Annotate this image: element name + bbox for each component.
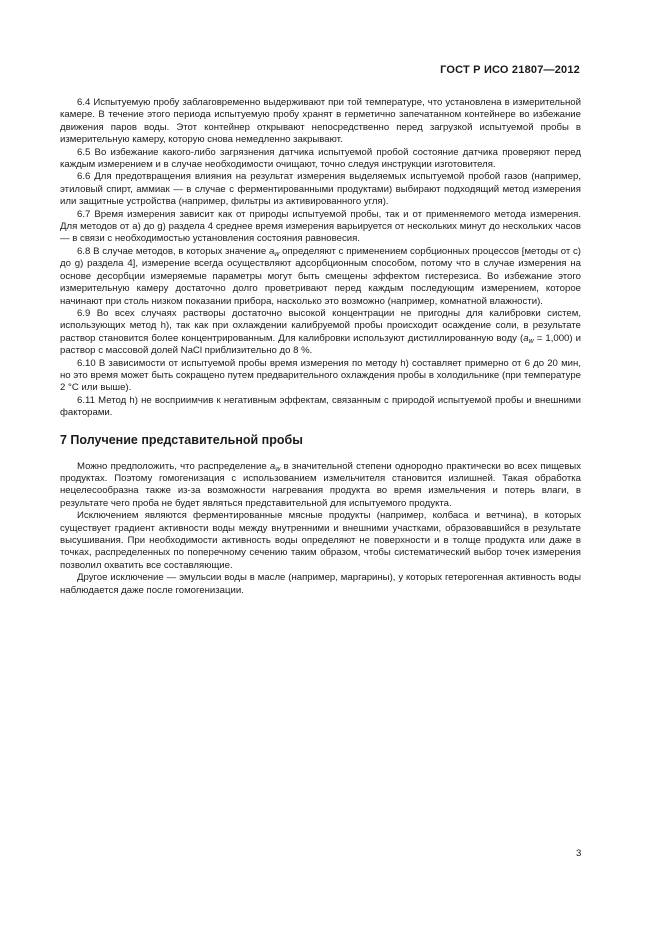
- paragraph-6-9-part1: 6.9 Во всех случаях растворы достаточно высокой концентрации не пригодны для калибровки систем, использующих метод h), так как при охлаждении калибруемой пробы происходит осаждение соли, в результате раствор становится более концентрированным. Для калибровки используют дистиллированную воду (: [60, 307, 581, 344]
- aw-symbol-w: w: [275, 465, 281, 473]
- paragraph-6-11: 6.11 Метод h) не восприимчив к негативным эффектам, связанным с природой испытуемой пробы и внешними факторами.: [60, 394, 581, 419]
- paragraph-6-8-part1: 6.8 В случае методов, в которых значение: [77, 245, 269, 257]
- paragraph-6-9-part2: = 1,000) и раствор с массовой долей NaCl приблизительно до 8 %.: [60, 332, 581, 357]
- section-7-paragraph-3: Другое исключение — эмульсии воды в масле (например, маргарины), у которых гетерогенная активность воды наблюдается даже после гомогенизации.: [60, 572, 581, 596]
- aw-symbol-w: w: [528, 337, 534, 345]
- aw-symbol-a: a: [523, 332, 529, 344]
- paragraph-6-7: 6.7 Время измерения зависит как от природы испытуемой пробы, так и от применяемого метода измерения. Для методов от a) до g) раздела 4 среднее время измерения варьируется от нескольких минут до нескольких часов — в связи с необходимостью установления состояния равновесия.: [60, 208, 581, 245]
- section-7-paragraph-1: [60, 461, 581, 511]
- paragraph-6-5: 6.5 Во избежание какого-либо загрязнения датчика испытуемой пробой состояние датчика проверяют перед каждым измерением и в случае необходимости очищают, точно следуя инструкции изготовителя.: [60, 146, 581, 171]
- paragraph-6-4: 6.4 Испытуемую пробу заблаговременно выдерживают при той температуре, что установлена в измерительной камере. В течение этого периода испытуемую пробу хранят в герметично запечатанном контейнере во избежание движения паров воды. Этот контейнер открывают непосредственно перед загрузкой испытуемой пробы в измерительную камеру, которую снова немедленно закрывают.: [60, 97, 581, 146]
- page-content: [60, 97, 581, 597]
- section-7-paragraph-2: Исключением являются ферментированные мясные продукты (например, колбаса и ветчина), в которых существует градиент активности воды между внутренними и внешними участками, образовавшийся в результате высушивания. При необходимости активность воды определяют не поверхности и в толще продукта или даже в точках, распределенных по поперечному сечению таким образом, чтобы систематический выбор точек измерения позволил охватить все составляющие.: [60, 510, 581, 571]
- aw-symbol: [269, 246, 279, 257]
- paragraph-6-9: [60, 308, 581, 358]
- aw-symbol-a: a: [269, 460, 276, 472]
- paragraph-6-8: [60, 246, 581, 308]
- page-number: 3: [576, 848, 582, 859]
- paragraph-6-6: 6.6 Для предотвращения влияния на результат измерения выделяемых испытуемой пробой газов (например, этиловый спирт, аммиак — в случае с ферментированными продуктами) выбирают подходящий метод измерения или защитные устройства (например, фильтры из активированного угля).: [60, 171, 581, 208]
- section-7-heading: 7 Получение представительной пробы: [60, 432, 303, 447]
- aw-symbol-a: a: [268, 245, 275, 257]
- section-7-paragraph-1-part2: в значительной степени однородно практически во всех пищевых продуктах. Поэтому гомогенизация с использованием измельчителя становится излишней. Такая обработка нецелесообразна также из-за возможности нагревания продукта во время измельчения и потерь влаги, в результате чего проба не будет являться представительной для испытуемого продукта.: [60, 460, 581, 509]
- section-7-paragraph-1-part1: Можно предположить, что распределение: [77, 460, 270, 472]
- document-id-header: ГОСТ Р ИСО 21807—2012: [440, 64, 580, 76]
- aw-symbol-w: w: [274, 250, 280, 258]
- paragraph-6-10: 6.10 В зависимости от испытуемой пробы время измерения по методу h) составляет примерно от 6 до 20 мин, но это время может быть сокращено путем предварительного охлаждения пробы в холодильнике (при температуре 2 °C или выше).: [60, 357, 581, 394]
- aw-symbol: [270, 461, 280, 472]
- aw-symbol: [523, 333, 533, 344]
- paragraph-6-8-part2: определяют с применением сорбционных процессов [методы от c) до g) раздела 4], измерение всегда осуществляют адсорбционным способом, потому что в случае измерения на основе десорбции измеряемые параметры могут быть смещены эффектом гистерезиса. Во избежание этого измерительную камеру достаточно долго проветривают перед каждым последующим измерением, которое начинают при столь низком показании прибора, насколько это возможно (например, комнатной влажности).: [60, 245, 581, 307]
